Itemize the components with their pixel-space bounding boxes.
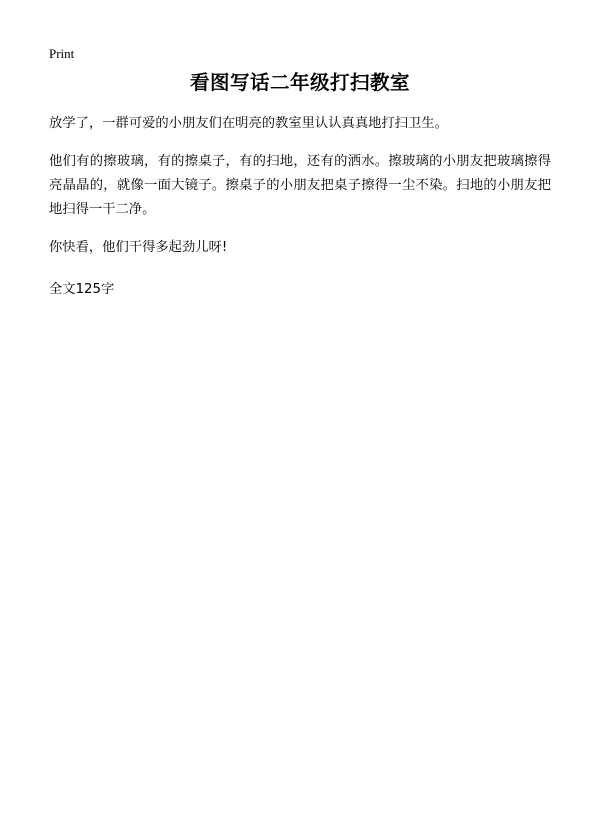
print-link[interactable]: Print — [49, 46, 75, 61]
paragraph-1: 放学了，一群可爱的小朋友们在明亮的教室里认认真真地打扫卫生。 — [49, 116, 448, 131]
document-body — [49, 70, 551, 302]
page-title: 看图写话二年级打扫教室 — [189, 71, 410, 94]
word-count: 全文125字 — [49, 282, 115, 297]
paragraph-2: 他们有的擦玻璃，有的擦桌子，有的扫地，还有的洒水。擦玻璃的小朋友把玻璃擦得亮晶晶的，就像一面大镜子。擦桌子的小朋友把桌子擦得一尘不染。扫地的小朋友把地扫得一干二净。 — [49, 154, 551, 217]
paragraph-3: 你快看，他们干得多起劲儿呀! — [49, 240, 228, 255]
